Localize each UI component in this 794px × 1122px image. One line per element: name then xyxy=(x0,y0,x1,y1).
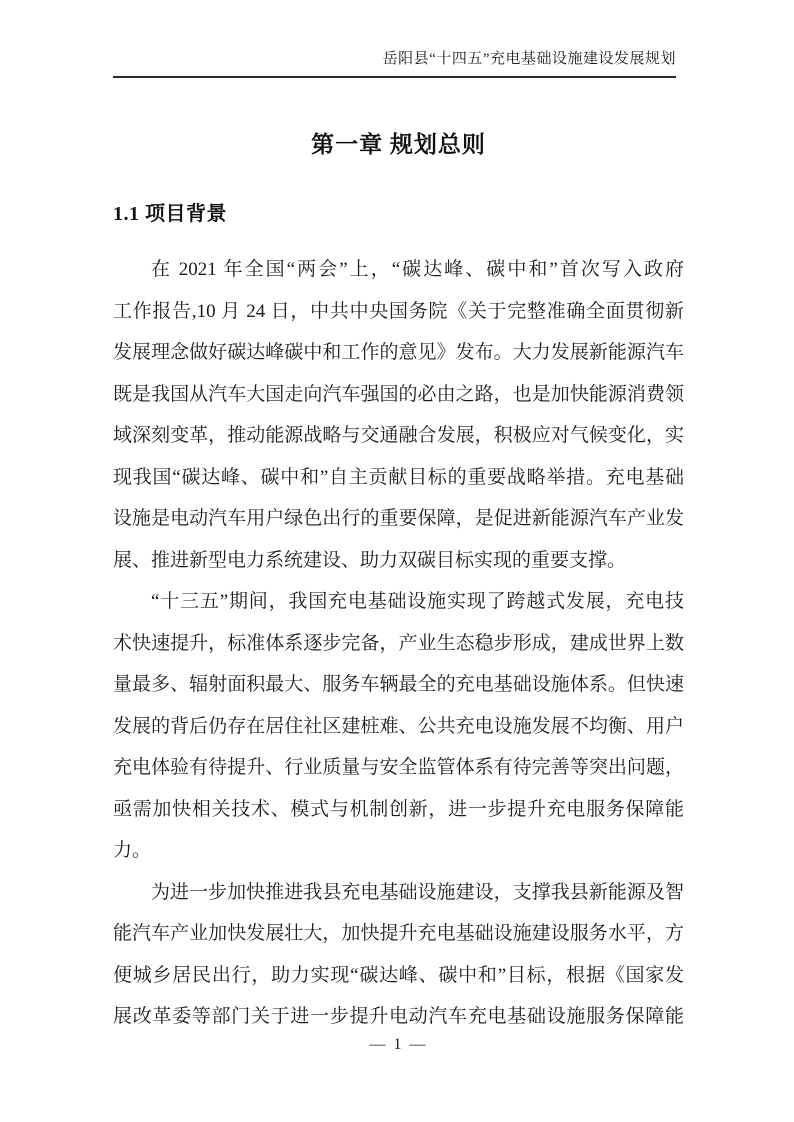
paragraph-line: 为进一步加快推进我县充电基础设施建设，支撑我县新能源及智 xyxy=(151,881,684,903)
paragraph-line: 展、推进新型电力系统建设、助力双碳目标实现的重要支撑。 xyxy=(113,549,627,571)
paragraph-line: 发展的背后仍存在居住社区建桩难、公共充电设施发展不均衡、用户 xyxy=(113,715,684,737)
paragraph-line: 设施是电动汽车用户绿色出行的重要保障，是促进新能源汽车产业发 xyxy=(113,508,684,529)
paragraph-line: 充电体验有待提升、行业质量与安全监管体系有待完善等突出问题， xyxy=(113,757,684,778)
paragraph-line: 能汽车产业加快发展壮大，加快提升充电基础设施建设服务水平，方 xyxy=(113,923,684,944)
section-heading: 1.1 项目背景 xyxy=(113,203,227,225)
paragraph-line: 术快速提升，标准体系逐步完备，产业生态稳步形成，建成世界上数 xyxy=(113,632,684,654)
paragraph-line: 现我国“碳达峰、碳中和”自主贡献目标的重要战略举措。充电基础 xyxy=(113,466,684,488)
page-footer xyxy=(113,1034,684,1056)
paragraph-line: 工作报告,10 月 24 日，中共中央国务院《关于完整准确全面贯彻新 xyxy=(113,300,684,322)
header-rule xyxy=(113,76,676,78)
paragraph-line: 便城乡居民出行，助力实现“碳达峰、碳中和”目标，根据《国家发 xyxy=(113,964,684,986)
paragraph-line: 既是我国从汽车大国走向汽车强国的必由之路，也是加快能源消费领 xyxy=(113,383,684,405)
paragraph-line: 域深刻变革，推动能源战略与交通融合发展，积极应对气候变化，实 xyxy=(113,425,684,446)
paragraph-line: 发展理念做好碳达峰碳中和工作的意见》发布。大力发展新能源汽车 xyxy=(113,342,684,363)
paragraph-line: 展改革委等部门关于进一步提升电动汽车充电基础设施服务保障能 xyxy=(113,1006,684,1027)
page-number: — 1 — xyxy=(369,1036,428,1053)
header-title: 岳阳县“十四五”充电基础设施建设发展规划 xyxy=(382,51,676,67)
paragraph-line: “十三五”期间，我国充电基础设施实现了跨越式发展，充电技 xyxy=(151,591,684,612)
paragraph-line: 量最多、辐射面积最大、服务车辆最全的充电基础设施体系。但快速 xyxy=(113,674,684,695)
paragraph-line: 在 2021 年全国“两会”上，“碳达峰、碳中和”首次写入政府 xyxy=(151,259,684,280)
paragraph-line: 亟需加快相关技术、模式与机制创新，进一步提升充电服务保障能力。 xyxy=(113,798,684,861)
chapter-title: 第一章 规划总则 xyxy=(311,132,486,157)
body-text xyxy=(113,249,684,1038)
